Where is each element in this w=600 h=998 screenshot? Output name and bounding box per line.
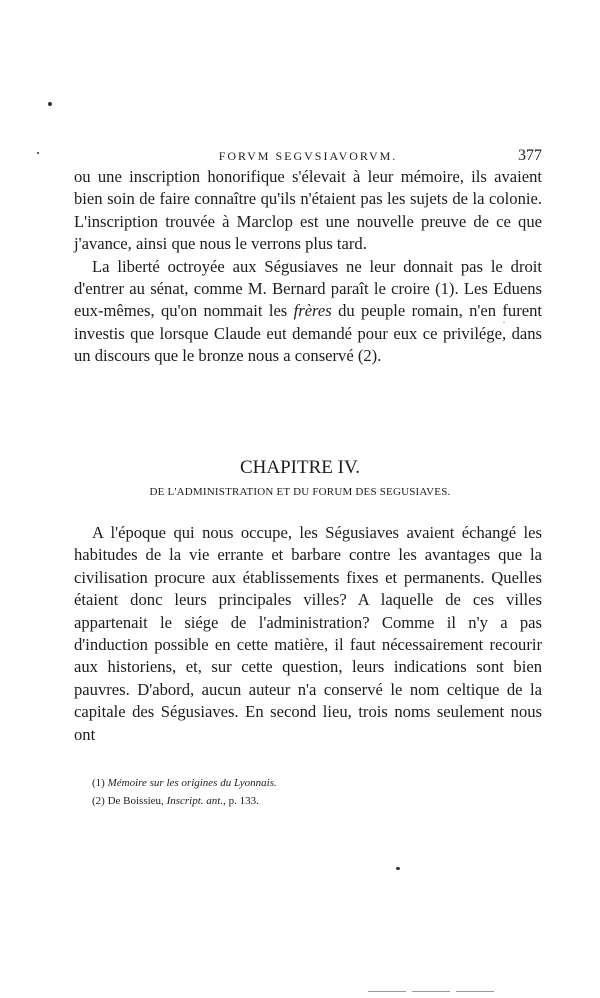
scan-artifact	[368, 991, 406, 992]
paragraph-text: La liberté octroyée aux Ségusiaves ne leur donnait pas le droit d'entrer au sénat, comme M. Bernard paraît le croire (1). Les Eduens eux-mêmes, qu'on nommait les	[74, 256, 542, 321]
paragraph-text: du peuple romain, n'en furent investis que lorsque Claude eut demandé pour eux ce privilége, dans un discours que le bronze nous a conservé (2).	[74, 301, 542, 366]
footnotes	[92, 774, 532, 810]
ink-speck	[48, 102, 52, 106]
ink-speck	[37, 152, 39, 154]
footnote-marker: (2)	[92, 795, 105, 807]
paragraph-epoch: A l'époque qui nous occupe, les Ségusiaves avaient échangé les habitudes de la vie errante et barbare contre les avantages que la civilisation procure aux établissements fixes et permanents. Quelles étaient donc leurs principales villes? A laquelle de ces villes appartenait le siége de l'administration? Comme il n'y a pas d'induction possible en cette matière, il faut nécessairement recourir aux historiens, et, sur cette question, leurs indications sont bien pauvres. D'abord, aucun auteur n'a conservé le nom celtique de la capitale des Ségusiaves. En second lieu, trois noms seulement nous ont	[74, 523, 542, 744]
paragraph-continuation: ou une inscription honorifique s'élevait à leur mémoire, ils avaient bien soin de faire connaître qu'ils n'étaient pas les sujets de la colonie. L'inscription trouvée à Marclop est une nouvelle preuve de ce que j'avance, ainsi que nous le verrons plus tard.	[74, 167, 542, 254]
body-text-top	[74, 166, 542, 368]
footnote-title: Mémoire sur les origines du Lyonnais.	[107, 777, 277, 789]
footnote-text: , p. 133.	[223, 795, 259, 807]
footnote	[92, 774, 532, 792]
paragraph-liberty	[74, 256, 542, 368]
body-text-chapter	[74, 522, 542, 746]
running-title: FORVM SEGVSIAVORVM.	[218, 149, 398, 163]
scan-artifact	[412, 991, 450, 992]
ink-speck	[396, 867, 400, 870]
italic-term: frères	[293, 301, 332, 321]
chapter-subtitle: DE L'ADMINISTRATION ET DU FORUM DES SEGUSIAVES.	[149, 486, 451, 498]
page-number: 377	[518, 147, 542, 164]
footnote-text: De Boissieu,	[107, 795, 167, 807]
scan-artifact	[456, 991, 494, 992]
footnote-marker: (1)	[92, 777, 105, 789]
chapter-title: CHAPITRE IV.	[240, 457, 360, 478]
footnote	[92, 792, 532, 810]
footnote-title: Inscript. ant.	[166, 795, 224, 807]
